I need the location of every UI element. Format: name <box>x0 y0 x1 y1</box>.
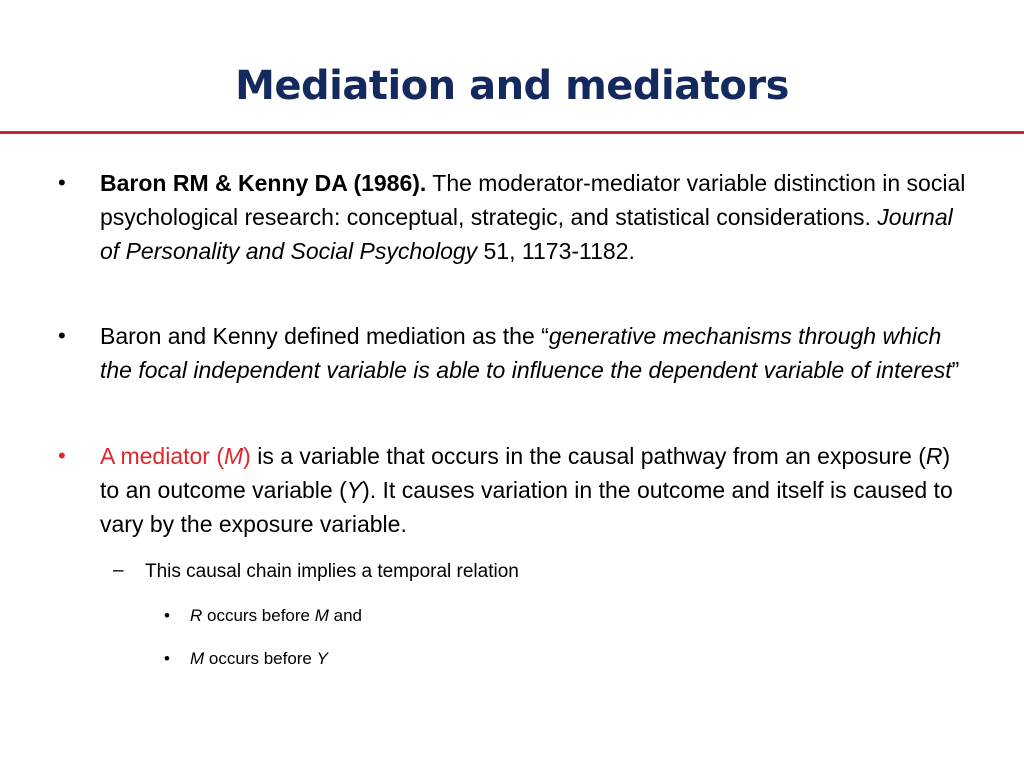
m-symbol: M <box>190 649 205 668</box>
citation-authors: Baron RM & Kenny DA (1986). <box>100 170 427 196</box>
citation-pages: 51, 1173-1182. <box>477 238 635 264</box>
and-text: and <box>328 606 362 625</box>
bullet-citation <box>58 166 970 268</box>
definition-lead: Baron and Kenny defined mediation as the “ <box>100 323 549 349</box>
mediator-term-close: ) <box>243 443 251 469</box>
citation-journal: Journal of Personality and Social Psychology <box>100 204 953 264</box>
mediator-term: A mediator ( <box>100 443 224 469</box>
mediator-text-2: ) to an outcome variable ( <box>100 443 951 503</box>
sub-bullet-temporal <box>113 558 965 586</box>
sub-sub-bullet-r-before-m <box>164 603 950 629</box>
citation-title: The moderator-mediator variable distinction in social psychological research: conceptual, strategic, and statistical considerations. <box>100 170 966 230</box>
mediator-text-1: is a variable that occurs in the causal pathway from an exposure ( <box>250 443 926 469</box>
outcome-symbol: Y <box>346 477 363 503</box>
bullet-marker: • <box>58 323 66 348</box>
bullet-marker-red: • <box>58 443 66 468</box>
slide-title: Mediation and mediators <box>235 63 789 109</box>
r-before-text: occurs before <box>202 606 315 625</box>
m-before-text: occurs before <box>204 649 317 668</box>
dash-marker: – <box>113 560 124 581</box>
bullet-marker: • <box>164 606 170 625</box>
bullet-marker: • <box>58 170 66 195</box>
mediator-symbol: M <box>224 443 244 469</box>
temporal-text: This causal chain implies a temporal relation <box>145 561 519 582</box>
bullet-marker: • <box>164 649 170 668</box>
exposure-symbol: R <box>925 443 943 469</box>
bullet-mediator <box>58 439 970 541</box>
m-symbol: M <box>314 606 329 625</box>
definition-close: ” <box>951 357 960 383</box>
y-symbol: Y <box>316 649 328 668</box>
sub-sub-bullet-m-before-y <box>164 646 950 672</box>
r-symbol: R <box>190 606 203 625</box>
bullet-definition <box>58 319 970 387</box>
mediator-text-3: ). It causes variation in the outcome and itself is caused to vary by the exposure variable. <box>100 477 953 537</box>
definition-quote: generative mechanisms through which the focal independent variable is able to influence the dependent variable of interest <box>100 323 952 383</box>
